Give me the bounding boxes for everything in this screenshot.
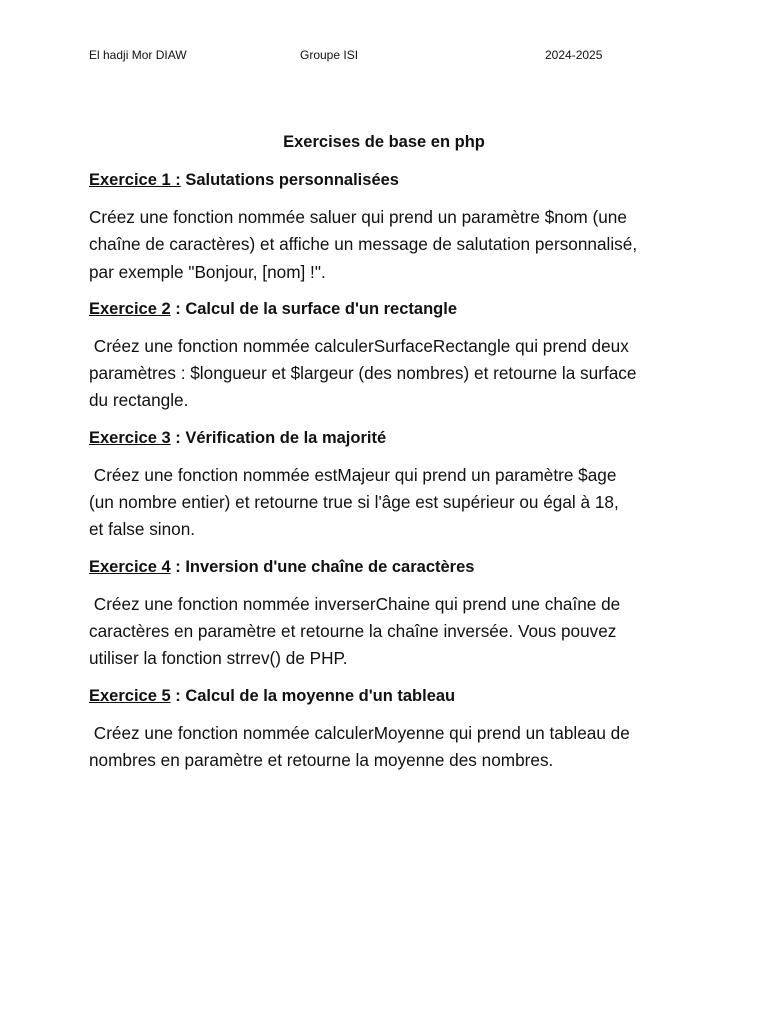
exercise-2-line: paramètres : $longueur et $largeur (des nombres) et retourne la surface <box>89 363 637 384</box>
exercise-5-line: Créez une fonction nommée calculerMoyenne qui prend un tableau de <box>89 722 630 743</box>
exercise-3-title: : Vérification de la majorité <box>170 428 387 447</box>
exercise-1-line: Créez une fonction nommée saluer qui prend un paramètre $nom (une <box>89 207 627 227</box>
exercise-3-heading <box>89 426 689 450</box>
document-title: Exercises de base en php <box>283 133 485 151</box>
exercise-2-heading <box>89 297 689 321</box>
exercise-1-title: Salutations personnalisées <box>180 171 399 189</box>
exercise-4-body <box>89 591 689 673</box>
exercise-2-label: Exercice 2 <box>89 299 171 318</box>
exercise-3-line: Créez une fonction nommée estMajeur qui prend un paramètre $age <box>89 464 617 485</box>
header-year: 2024-2025 <box>545 48 603 62</box>
exercise-5-line: nombres en paramètre et retourne la moyenne des nombres. <box>89 749 554 770</box>
exercise-4-label: Exercice 4 <box>89 557 171 576</box>
exercise-5-label: Exercice 5 <box>89 686 171 705</box>
exercise-3-body <box>89 462 689 544</box>
exercise-2-line: Créez une fonction nommée calculerSurfaceRectangle qui prend deux <box>89 335 629 356</box>
exercise-1-body <box>89 204 689 286</box>
exercise-4-line: caractères en paramètre et retourne la chaîne inversée. Vous pouvez <box>89 620 617 641</box>
exercise-list <box>89 168 689 785</box>
exercise-4-line: Créez une fonction nommée inverserChaine qui prend une chaîne de <box>89 593 621 614</box>
page-header <box>0 46 768 64</box>
exercise-1-line: par exemple "Bonjour, [nom] !". <box>89 261 326 282</box>
exercise-1-heading <box>89 168 689 192</box>
exercise-1-label: Exercice 1 : <box>89 171 181 189</box>
header-author: El hadji Mor DIAW <box>89 48 187 62</box>
header-group: Groupe ISI <box>300 48 359 62</box>
exercise-4-title: : Inversion d'une chaîne de caractères <box>170 557 475 576</box>
exercise-3-line: et false sinon. <box>89 519 196 540</box>
exercise-2-body <box>89 333 689 415</box>
exercise-4-heading <box>89 555 689 579</box>
exercise-5-body <box>89 720 689 775</box>
exercise-4-line: utiliser la fonction strrev() de PHP. <box>89 648 348 669</box>
exercise-2-line: du rectangle. <box>89 390 189 411</box>
exercise-1-line: chaîne de caractères) et affiche un message de salutation personnalisé, <box>89 234 638 255</box>
exercise-3-label: Exercice 3 <box>89 428 171 447</box>
exercise-2-title: : Calcul de la surface d'un rectangle <box>170 299 457 318</box>
exercise-3-line: (un nombre entier) et retourne true si l'âge est supérieur ou égal à 18, <box>89 492 619 513</box>
exercise-5-heading <box>89 684 689 708</box>
exercise-5-title: : Calcul de la moyenne d'un tableau <box>170 686 456 705</box>
